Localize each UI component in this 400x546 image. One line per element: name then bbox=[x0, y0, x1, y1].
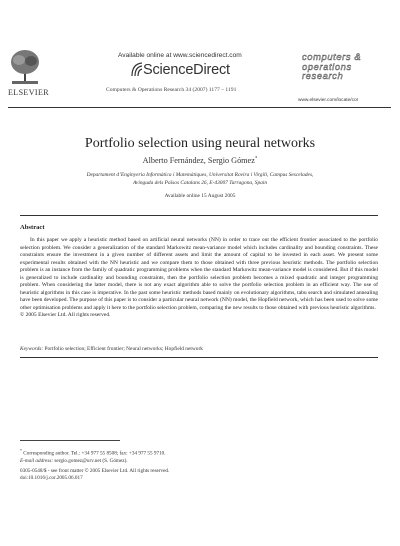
email-label: E-mail address: bbox=[20, 457, 54, 464]
available-online-date: Available online 15 August 2005 bbox=[164, 193, 236, 199]
journal-logo-line: computers & bbox=[302, 51, 362, 62]
elsevier-tree-logo bbox=[8, 48, 42, 86]
footnote-divider bbox=[20, 440, 120, 441]
available-online-text: Available online at www.sciencedirect.com bbox=[118, 52, 242, 59]
journal-url-link[interactable]: www.elsevier.com/locate/cor bbox=[298, 98, 359, 103]
elsevier-wordmark: ELSEVIER bbox=[8, 88, 49, 97]
abstract-copyright: © 2005 Elsevier Ltd. All rights reserved. bbox=[20, 312, 111, 319]
sciencedirect-logo-text: ScienceDirect bbox=[143, 62, 230, 78]
author-affiliation bbox=[70, 172, 330, 187]
journal-logo-line: research bbox=[302, 70, 344, 82]
article-title: Portfolio selection using neural networks bbox=[84, 136, 316, 151]
journal-citation: Computers & Operations Research 34 (2007) 1177 – 1191 bbox=[106, 87, 237, 93]
sciencedirect-arcs-icon bbox=[132, 63, 142, 76]
abstract-body bbox=[20, 237, 378, 320]
affiliation-line: Avinguda dels Països Catalans 26, E-43007 Tarragona, Spain bbox=[132, 179, 268, 186]
header-divider bbox=[8, 107, 391, 108]
journal-logo-line: operations bbox=[302, 60, 352, 72]
author-email-link[interactable]: sergio.gomez@urv.net bbox=[54, 457, 102, 464]
footnote-line bbox=[20, 447, 380, 458]
footnote-mark: * bbox=[20, 448, 22, 453]
corresponding-author-footnote bbox=[20, 447, 380, 465]
keywords-line bbox=[20, 346, 378, 352]
email-suffix: (S. Gómez). bbox=[102, 457, 128, 464]
email-line bbox=[20, 458, 380, 465]
abstract-top-divider bbox=[20, 215, 378, 216]
author-footnote-mark[interactable]: * bbox=[254, 156, 258, 162]
affiliation-line: Departament d’Enginyeria Informàtica i Matemàtiques, Universitat Rovira i Virgili, Campus Sescelades, bbox=[86, 172, 314, 178]
abstract-heading: Abstract bbox=[20, 224, 45, 231]
article-authors bbox=[0, 156, 400, 165]
keywords-label: Keywords: bbox=[20, 346, 44, 352]
front-matter-info bbox=[20, 468, 380, 483]
keywords-list: Portfolio selection; Efficient frontier; Neural networks; Hopfield network bbox=[44, 346, 203, 352]
issn-line: 0305-0548/$ - see front matter © 2005 Elsevier Ltd. All rights reserved. bbox=[20, 468, 170, 474]
corresponding-author-text: Corresponding author. Tel.: +34 977 55 8508; fax: +34 977 55 9710. bbox=[23, 450, 166, 457]
abstract-paragraph: In this paper we apply a heuristic method based on artificial neural networks (NN) in order to trace out the efficient frontier associated to the portfolio selection problem. We consider a generalization of the standard Markowitz mean-variance model which includes cardinality and bounding constraints. These constraints ensure the investment in a given number of different assets and limit the amount of capital to be invested in each asset. We present some experimental results obtained with the NN heuristic and we compare them to those obtained with three previous heuristic methods. The portfolio selection problem is an instance from the family of quadratic programming problems when the standard Markowitz mean-variance model is considered. But if this model is generalized to include cardinality and bounding constraints, then the portfolio selection problem becomes a mixed quadratic and integer programming problem. When considering the latter model, there is not any exact algorithm able to solve the portfolio selection problem in an efficient way. The use of heuristic algorithms in this case is imperative. In the past some heuristic methods based mainly on evolutionary algorithms, tabu search and simulated annealing have been developed. The purpose of this paper is to consider a particular neural network (NN) model, the Hopfield network, which has been used to solve some other optimisation problems and apply it here to the portfolio selection problem, comparing the new results to those obtained with previous heuristic algorithms. bbox=[20, 237, 378, 311]
abstract-bottom-divider bbox=[20, 357, 378, 358]
journal-logo bbox=[302, 52, 370, 92]
doi-link[interactable]: doi:10.1016/j.cor.2005.06.017 bbox=[20, 475, 83, 482]
authors-text: Alberto Fernández, Sergio Gómez bbox=[142, 156, 255, 165]
